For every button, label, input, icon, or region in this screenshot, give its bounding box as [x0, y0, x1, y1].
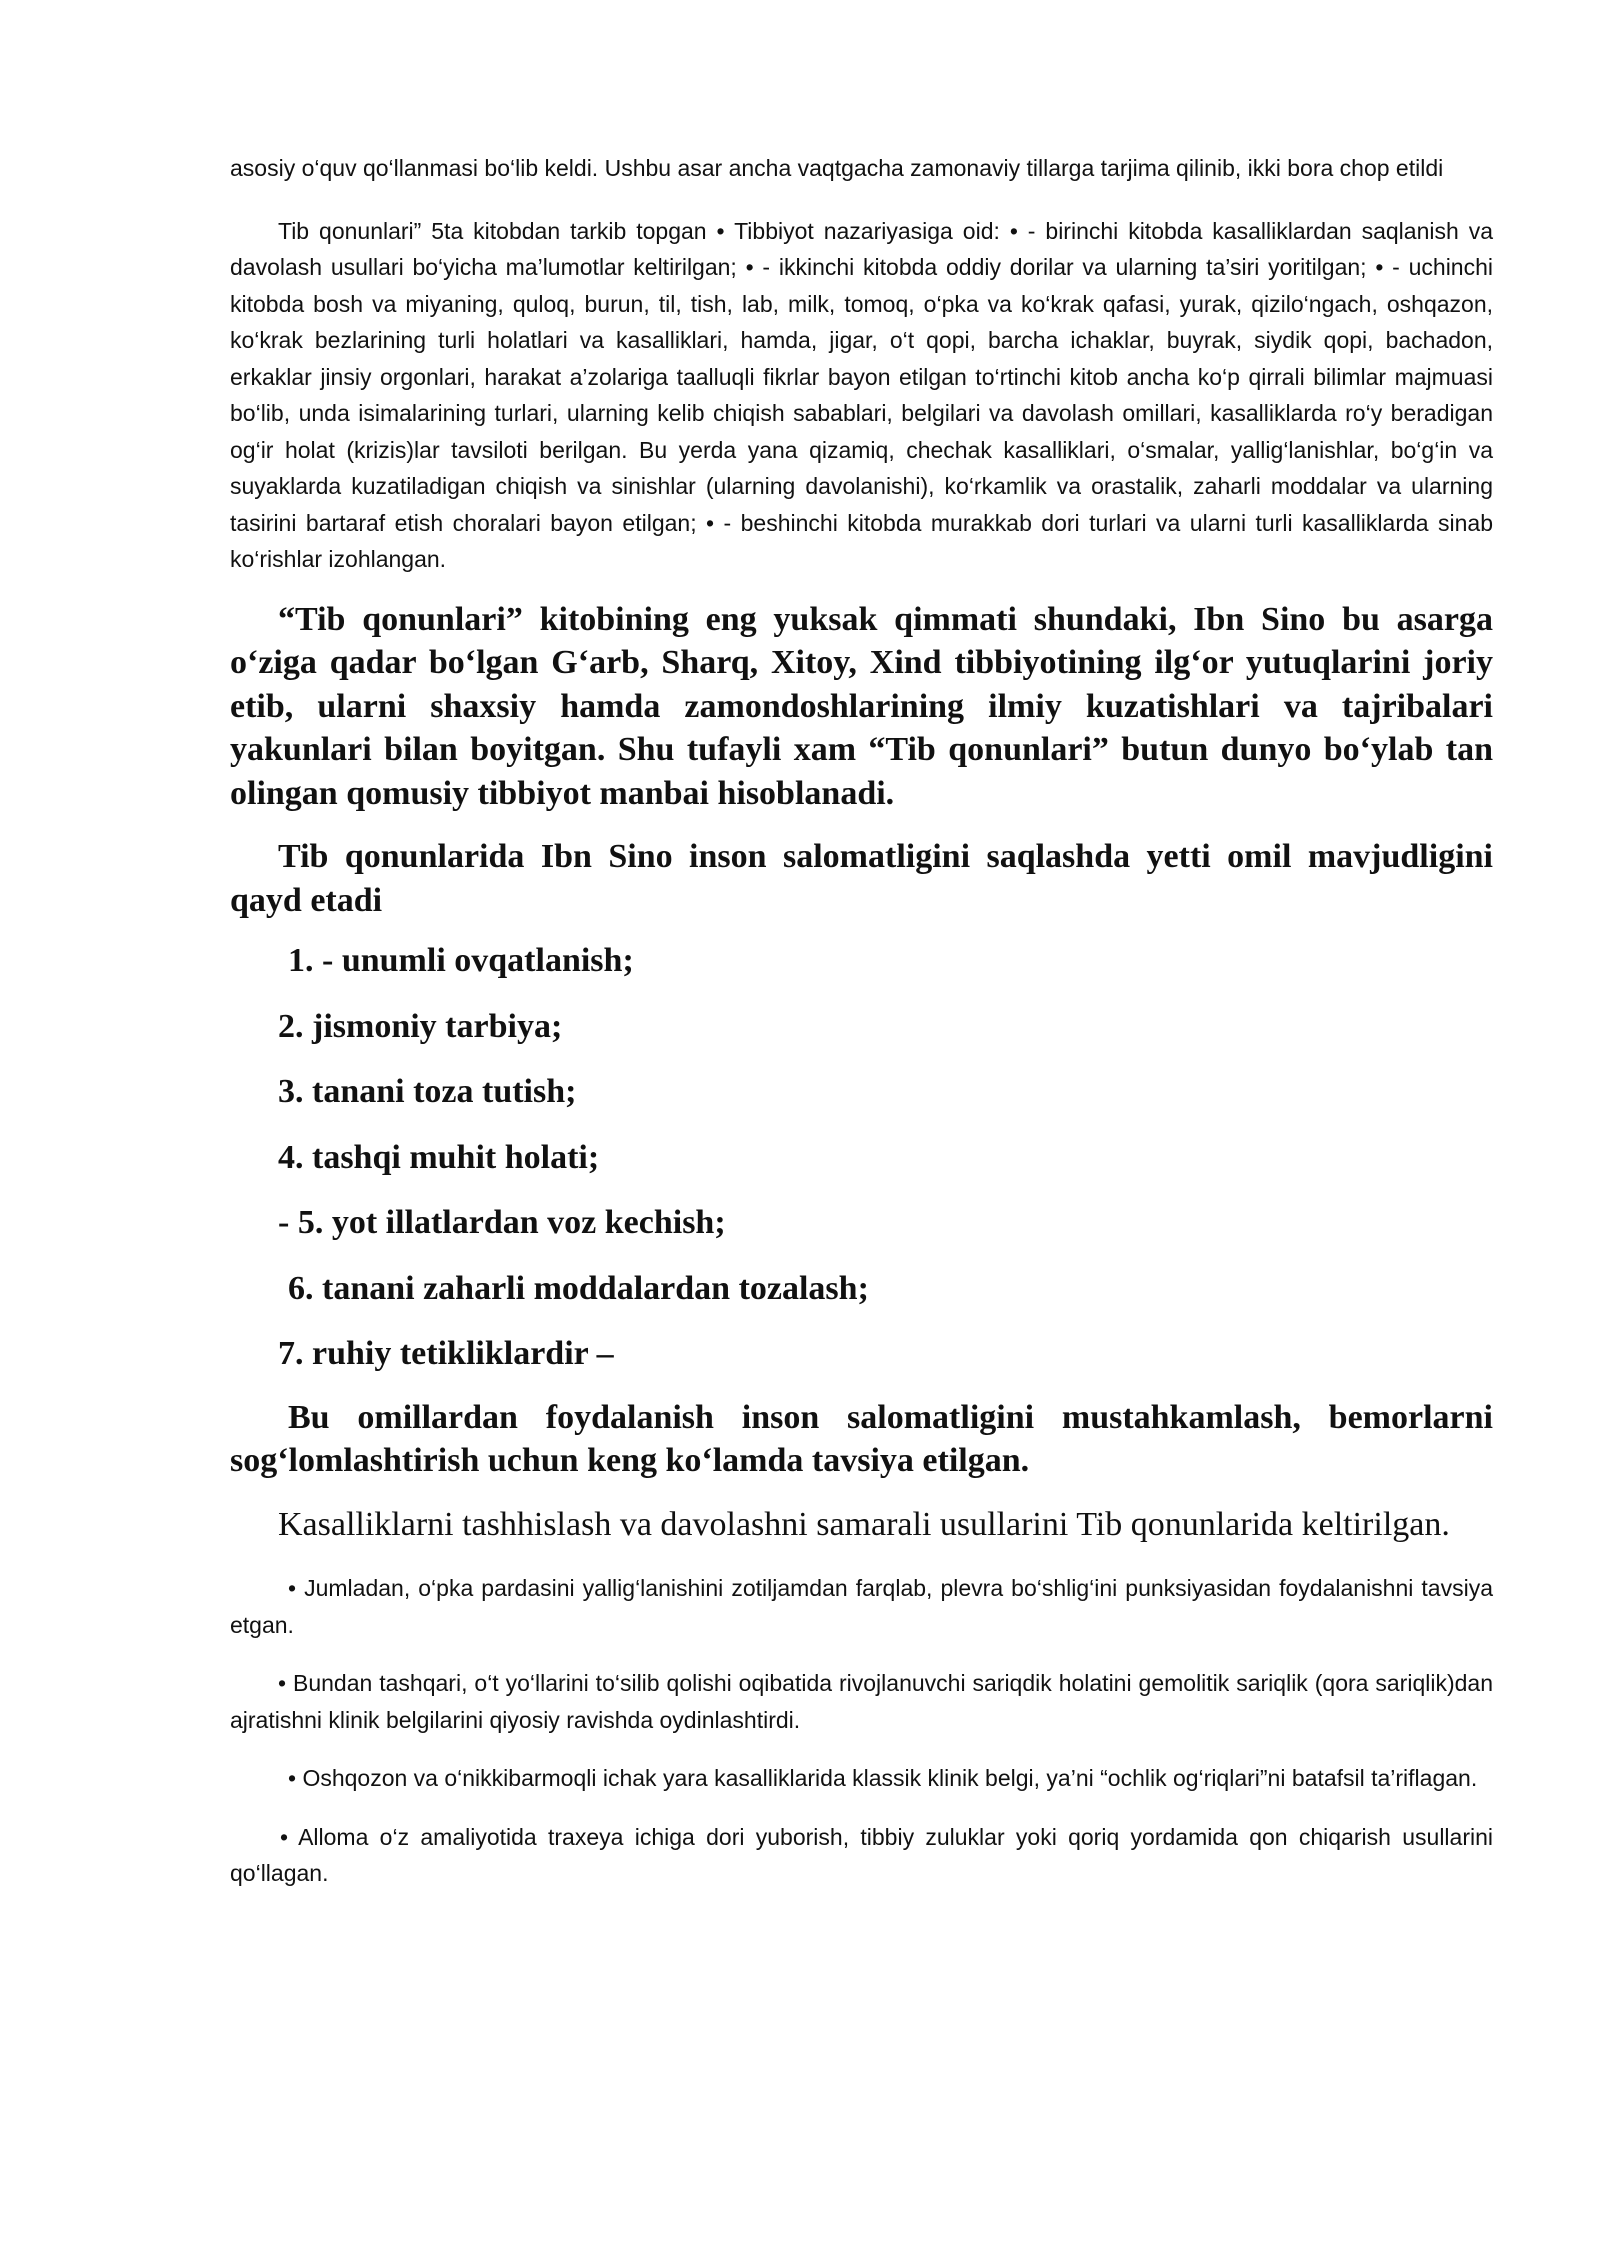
factor-item: 7. ruhiy tetikliklardir –	[278, 1335, 614, 1372]
bullet-item: • Jumladan, o‘pka pardasini yallig‘lanishini zotiljamdan farqlab, plevra bo‘shlig‘ini punksiyasidan foydalanishni tavsiya etgan.	[230, 1575, 1493, 1638]
intro-paragraph: asosiy o‘quv qo‘llanmasi bo‘lib keldi. Ushbu asar ancha vaqtgacha zamonaviy tillarga tarjima qilinib, ikki bora chop etildi	[230, 155, 1444, 181]
books-paragraph: Tib qonunlari” 5ta kitobdan tarkib topgan • Tibbiyot nazariyasiga oid: • - birinchi kitobda kasalliklardan saqlanish va davolash usullari bo‘yicha ma’lumotlar keltirilgan; • - ikkinchi kitobda oddiy dorilar va ularning ta’siri yoritilgan; • - uchinchi kitobda bosh va miyaning, quloq, burun, til, tish, lab, milk, tomoq, o‘pka va ko‘krak qafasi, yurak, qizilo‘ngach, oshqazon, ko‘krak bezlarining turli holatlari va kasalliklari, hamda, jigar, o‘t qopi, barcha ichaklar, buyrak, siydik qopi, bachadon, erkaklar jinsiy orgonlari, harakat a’zolariga taalluqli fikrlar bayon etilgan to‘rtinchi kitob ancha ko‘p qirrali bilimlar majmuasi bo‘lib, unda isimalarining turlari, ularning kelib chiqish sabablari, belgilari va davolash omillari, kasalliklarda ro‘y beradigan og‘ir holat (krizis)lar tavsiloti berilgan. Bu yerda yana qizamiq, chechak kasalliklari, o‘smalar, yallig‘lanishlar, bo‘g‘in va suyaklarda kuzatiladigan chiqish va sinishlar (ularning davolanishi), ko‘rkamlik va orastalik, zaharli moddalar va ularning tasirini bartaraf etish choralari bayon etilgan; • - beshinchi kitobda murakkab dori turlari va ularni turli kasalliklarda sinab ko‘rishlar izohlangan.	[230, 217, 1493, 572]
factor-item: - 5. yot illatlardan voz kechish;	[278, 1204, 726, 1241]
factor-item: 6. tanani zaharli moddalardan tozalash;	[288, 1269, 869, 1307]
factor-item: 2. jismoniy tarbiya;	[278, 1007, 563, 1045]
qimmati-paragraph: “Tib qonunlari” kitobining eng yuksak qimmati shundaki, Ibn Sino bu asarga o‘ziga qadar bo‘lgan G‘arb, Sharq, Xitoy, Xind tibbiyotining ilg‘or yutuqlarini joriy etib, ularni shaxsiy hamda zamondoshlarining ilmiy kuzatishlari va tajribalari yakunlari bilan boyitgan. Shu tufayli xam “Tib qonunlari” butun dunyo bo‘ylab tan olingan qomusiy tibbiyot manbai hisoblanadi.	[230, 600, 1493, 812]
factor-item: 4. tashqi muhit holati;	[278, 1138, 600, 1176]
kasalliklar-paragraph: Kasalliklarni tashhislash va davolashni samarali usullarini Tib qonunlarida keltirilgan.	[278, 1505, 1450, 1543]
bullet-item: • Alloma o‘z amaliyotida traxeya ichiga dori yuborish, tibbiy zuluklar yoki qoriq yordamida qon chiqarish usullarini qo‘llagan.	[230, 1823, 1493, 1886]
bullet-item: • Bundan tashqari, o‘t yo‘llarini to‘silib qolishi oqibatida rivojlanuvchi sariqdik holatini gemolitik sariqlik (qora sariqlik)dan ajratishni klinik belgilarini qiyosiy ravishda oydinlashtirdi.	[230, 1670, 1493, 1733]
bullet-item: • Oshqozon va o‘nikkibarmoqli ichak yara kasalliklarida klassik klinik belgi, ya’ni “ochlik og‘riqlari”ni batafsil ta’riflagan.	[288, 1765, 1478, 1791]
factors-list	[230, 939, 1493, 1376]
document-page	[230, 150, 1493, 1914]
factor-item: 3. tanani toza tutish;	[278, 1073, 577, 1110]
factor-item: 1. - unumli ovqatlanish;	[288, 942, 634, 979]
bullet-list	[230, 1570, 1493, 1892]
yetti-omil-paragraph: Tib qonunlarida Ibn Sino inson salomatligini saqlashda yetti omil mavjudligini qayd etadi	[230, 838, 1493, 919]
omillar-paragraph: Bu omillardan foydalanish inson salomatligini mustahkamlash, bemorlarni sog‘lomlashtirish uchun keng ko‘lamda tavsiya etilgan.	[230, 1398, 1493, 1479]
